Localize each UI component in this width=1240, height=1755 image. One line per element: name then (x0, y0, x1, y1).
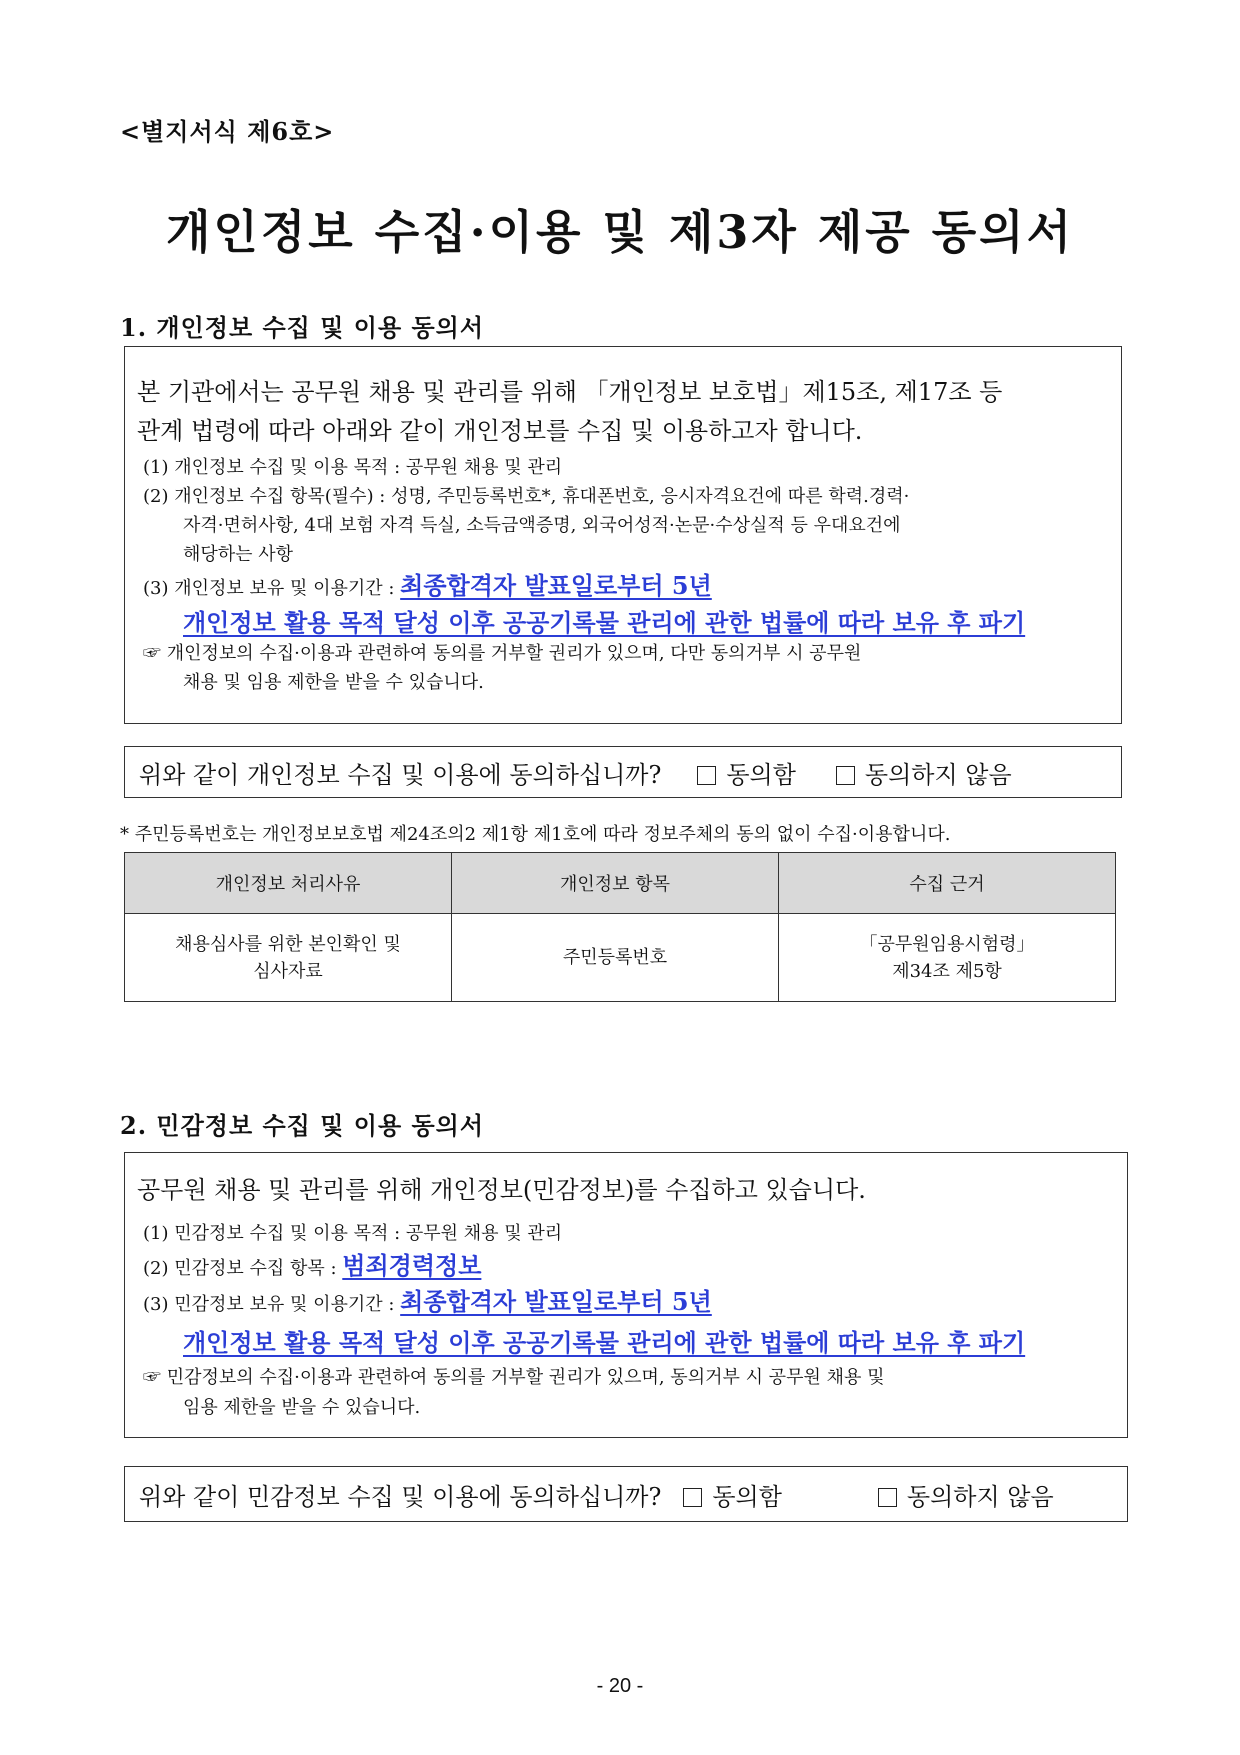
section1-content-box (124, 346, 1122, 724)
basis-line2: 제34조 제5항 (892, 960, 1002, 982)
page-number: - 20 - (596, 1675, 644, 1697)
table-header: 개인정보 항목 (452, 853, 779, 914)
section2-agree-option[interactable] (683, 1477, 782, 1512)
section1-notice-line2: 채용 및 임용 제한을 받을 수 있습니다. (183, 672, 484, 693)
section2-item3 (143, 1287, 712, 1319)
section1-item2-line2: 자격·면허사항, 4대 보험 자격 득실, 소득금액증명, 외국어성적·논문·수상실적 등 우대요건에 (183, 515, 901, 536)
form-number: <별지서식 제6호> (120, 117, 335, 146)
section1-retention-period: 최종합격자 발표일로부터 5년 (400, 571, 712, 600)
reason-line2: 심사자료 (253, 960, 323, 982)
section1-agree-option[interactable] (697, 755, 796, 790)
section1-consent-question: 위와 같이 개인정보 수집 및 이용에 동의하십니까? (139, 760, 662, 789)
section2-intro: 공무원 채용 및 관리를 위해 개인정보(민감정보)를 수집하고 있습니다. (137, 1176, 866, 1204)
reason-line1: 채용심사를 위한 본인확인 및 (175, 933, 401, 955)
section1-retention-policy: 개인정보 활용 목적 달성 이후 공공기록물 관리에 관한 법률에 따라 보유 후 파기 (183, 608, 1026, 637)
processing-table (124, 852, 1116, 1002)
section2-item1: (1) 민감정보 수집 및 이용 목적 : 공무원 채용 및 관리 (143, 1223, 563, 1244)
agree-checkbox[interactable] (683, 1488, 702, 1507)
section1-notice-line1: ☞ 개인정보의 수집·이용과 관련하여 동의를 거부할 권리가 있으며, 다만 동의거부 시 공무원 (143, 643, 862, 664)
section1-disagree-option[interactable] (836, 755, 1012, 790)
page-title: 개인정보 수집·이용 및 제3자 제공 동의서 (165, 205, 1075, 259)
agree-label: 동의함 (712, 1482, 782, 1511)
section1-item2-line1: (2) 개인정보 수집 항목(필수) : 성명, 주민등록번호*, 휴대폰번호, 응시자격요건에 따른 학력.경력· (143, 486, 910, 507)
section2-retention-period: 최종합격자 발표일로부터 5년 (400, 1287, 712, 1316)
table-cell-reason (125, 914, 452, 1002)
table-header: 수집 근거 (779, 853, 1116, 914)
footnote: * 주민등록번호는 개인정보보호법 제24조의2 제1항 제1호에 따라 정보주체의 동의 없이 수집·이용합니다. (120, 824, 951, 845)
section2-item2-label: (2) 민감정보 수집 항목 : (143, 1258, 343, 1279)
disagree-checkbox[interactable] (878, 1488, 897, 1507)
section2-collected-item: 범죄경력정보 (342, 1251, 482, 1280)
disagree-label: 동의하지 않음 (906, 1482, 1054, 1511)
section2-disagree-option[interactable] (878, 1477, 1054, 1512)
table-row (125, 914, 1116, 1002)
section2-retention-policy: 개인정보 활용 목적 달성 이후 공공기록물 관리에 관한 법률에 따라 보유 후 파기 (183, 1328, 1026, 1357)
section2-notice-line1: ☞ 민감정보의 수집·이용과 관련하여 동의를 거부할 권리가 있으며, 동의거부 시 공무원 채용 및 (143, 1367, 885, 1388)
table-header: 개인정보 처리사유 (125, 853, 452, 914)
table-cell-basis (779, 914, 1116, 1002)
section1-item3 (143, 571, 712, 603)
section1-intro (137, 373, 1113, 451)
section2-consent-box (124, 1466, 1128, 1522)
section1-consent-box (124, 746, 1122, 798)
agree-label: 동의함 (726, 760, 796, 789)
basis-line1: 「공무원임용시험령」 (859, 933, 1035, 955)
section1-item1: (1) 개인정보 수집 및 이용 목적 : 공무원 채용 및 관리 (143, 457, 563, 478)
disagree-label: 동의하지 않음 (864, 760, 1012, 789)
table-cell-item: 주민등록번호 (452, 914, 779, 1002)
section1-intro-line1: 본 기관에서는 공무원 채용 및 관리를 위해 「개인정보 보호법」제15조, 제17조 등 (137, 378, 1003, 406)
agree-checkbox[interactable] (697, 766, 716, 785)
disagree-checkbox[interactable] (836, 766, 855, 785)
section2-content-box (124, 1152, 1128, 1438)
section2-item3-label: (3) 민감정보 보유 및 이용기간 : (143, 1294, 401, 1315)
section2-item2 (143, 1251, 481, 1283)
section2-notice-line2: 임용 제한을 받을 수 있습니다. (183, 1397, 421, 1418)
section2-consent-question: 위와 같이 민감정보 수집 및 이용에 동의하십니까? (139, 1482, 662, 1511)
table-header-row (125, 853, 1116, 914)
section1-intro-line2: 관계 법령에 따라 아래와 같이 개인정보를 수집 및 이용하고자 합니다. (137, 417, 863, 445)
section1-item2-line3: 해당하는 사항 (183, 544, 294, 565)
section1-heading: 1. 개인정보 수집 및 이용 동의서 (120, 313, 485, 342)
section1-item3-label: (3) 개인정보 보유 및 이용기간 : (143, 578, 401, 599)
section2-heading: 2. 민감정보 수집 및 이용 동의서 (120, 1111, 485, 1140)
